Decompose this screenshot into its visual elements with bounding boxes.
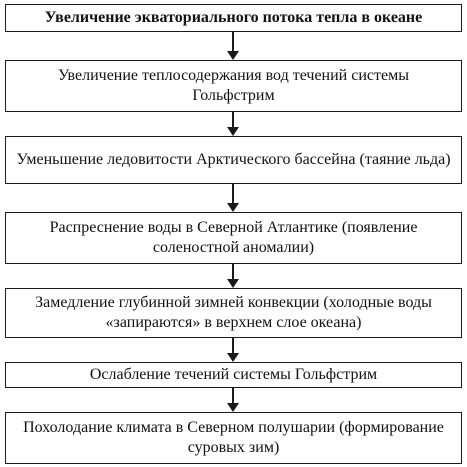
step-1-box — [5, 4, 462, 32]
arrow-down-icon — [227, 32, 239, 60]
arrow-down-icon — [227, 112, 239, 136]
step-4-box — [5, 212, 462, 264]
step-2-text: Увеличение теплосодержания вод течений системы Гольфстрим — [58, 67, 409, 104]
step-7-text: Похолодание климата в Северном полушарии (формирование суровых зим) — [23, 419, 444, 456]
arrow-down-icon — [227, 338, 239, 362]
step-3-box — [5, 136, 462, 184]
step-1-text: Увеличение экваториального потока тепла в океане — [44, 9, 423, 26]
arrow-down-icon — [227, 184, 239, 212]
step-5-box — [5, 288, 462, 338]
step-6-box — [5, 362, 462, 388]
arrow-down-icon — [227, 388, 239, 412]
step-6-text: Ослабление течений системы Гольфстрим — [89, 366, 378, 383]
arrow-down-icon — [227, 264, 239, 288]
step-2-box — [5, 60, 462, 112]
step-4-text: Распреснение воды в Северной Атлантике (появление соленостной аномалии) — [49, 219, 418, 256]
step-3-text: Уменьшение ледовитости Арктического бассейна (таяние льда) — [16, 151, 451, 168]
step-5-text: Замедление глубинной зимней конвекции (холодные воды «запираются» в верхнем слое океана) — [35, 294, 432, 331]
step-7-box — [5, 412, 462, 464]
